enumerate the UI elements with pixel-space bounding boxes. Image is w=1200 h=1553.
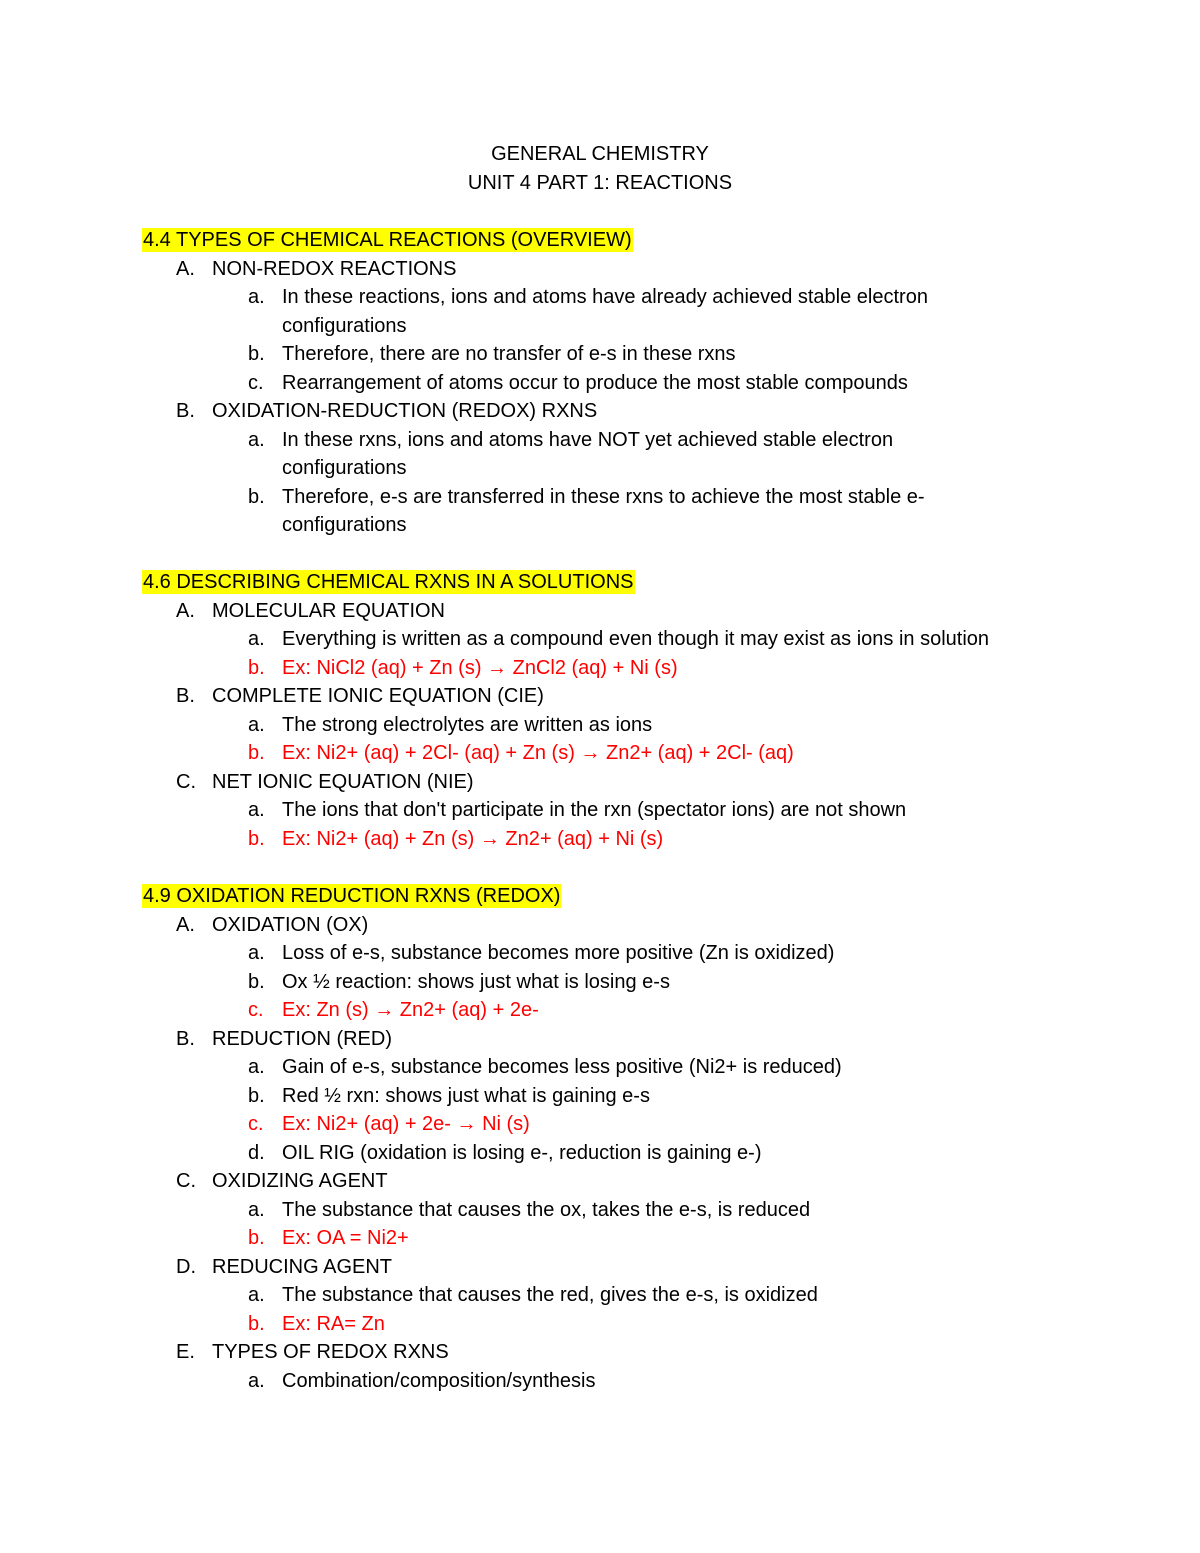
subitem-text: Ex: OA = Ni2+	[282, 1227, 409, 1249]
item-label: REDUCING AGENT	[212, 1255, 393, 1278]
subitem-text: Ex: Ni2+ (aq) + 2e- → Ni (s)	[282, 1113, 530, 1135]
subitem-text: Ex: Zn (s) → Zn2+ (aq) + 2e-	[282, 999, 539, 1021]
subitem-text: Therefore, e-s are transferred in these rxns to achieve the most stable e-	[282, 485, 925, 508]
item-label: TYPES OF REDOX RXNS	[212, 1341, 449, 1363]
section-heading-text: 4.9 OXIDATION REDUCTION RXNS (REDOX)	[143, 885, 561, 907]
subitem-marker: a.	[248, 1056, 265, 1078]
subitem-text: Ex: NiCl2 (aq) + Zn (s) → ZnCl2 (aq) + Ni (s)	[282, 656, 678, 679]
subitem-marker: a.	[248, 286, 265, 308]
subitem-marker: a.	[248, 628, 265, 650]
item-label: OXIDATION (OX)	[212, 913, 369, 936]
subitem-marker: b.	[248, 827, 265, 850]
subitem-text: Ox ½ reaction: shows just what is losing e-s	[282, 970, 670, 993]
subitem-text: Red ½ rxn: shows just what is gaining e-s	[282, 1084, 650, 1107]
subitem-text: In these reactions, ions and atoms have already achieved stable electron	[282, 286, 928, 308]
subitem-text: Everything is written as a compound even though it may exist as ions in solution	[282, 628, 990, 650]
item-marker: A.	[176, 599, 195, 622]
item-marker: D.	[176, 1255, 196, 1278]
subitem-text: OIL RIG (oxidation is losing e-, reduction is gaining e-)	[282, 1141, 762, 1164]
item-label: MOLECULAR EQUATION	[212, 599, 445, 622]
subitem-text: Gain of e-s, substance becomes less positive (Ni2+ is reduced)	[282, 1056, 842, 1078]
subitem-text: Rearrangement of atoms occur to produce the most stable compounds	[282, 371, 908, 394]
subitem-marker: b.	[248, 1227, 265, 1249]
subitem-text: The substance that causes the red, gives the e-s, is oxidized	[282, 1284, 818, 1306]
subitem-text: Therefore, there are no transfer of e-s in these rxns	[282, 343, 736, 365]
subitem-text: The substance that causes the ox, takes the e-s, is reduced	[282, 1198, 811, 1221]
subitem-marker: a.	[248, 942, 265, 964]
subitem-marker: a.	[248, 799, 265, 821]
subitem-marker: b.	[248, 485, 265, 508]
subitem-text: In these rxns, ions and atoms have NOT yet achieved stable electron	[282, 428, 894, 451]
item-marker: B.	[176, 685, 195, 707]
subitem-marker: b.	[248, 970, 265, 993]
subitem-marker: a.	[248, 1284, 265, 1306]
subitem-text: Loss of e-s, substance becomes more positive (Zn is oxidized)	[282, 942, 835, 964]
item-label: COMPLETE IONIC EQUATION (CIE)	[212, 685, 544, 707]
item-marker: C.	[176, 770, 196, 793]
item-label: NON-REDOX REACTIONS	[212, 257, 457, 280]
subitem-marker: b.	[248, 1312, 265, 1335]
item-label: REDUCTION (RED)	[212, 1027, 392, 1050]
subitem-marker: b.	[248, 656, 265, 679]
subitem-marker: b.	[248, 742, 265, 764]
subitem-text: configurations	[282, 457, 407, 479]
subitem-marker: b.	[248, 1084, 265, 1107]
subitem-marker: a.	[248, 428, 265, 451]
subitem-text: The strong electrolytes are written as ions	[282, 713, 653, 736]
item-label: NET IONIC EQUATION (NIE)	[212, 770, 474, 793]
section-heading-text: 4.4 TYPES OF CHEMICAL REACTIONS (OVERVIEW)	[143, 229, 632, 251]
subitem-marker: c.	[248, 999, 264, 1021]
subitem-text: Ex: Ni2+ (aq) + Zn (s) → Zn2+ (aq) + Ni (s)	[282, 827, 664, 850]
subitem-marker: a.	[248, 1369, 265, 1392]
section-heading	[142, 882, 561, 911]
subitem-text: The ions that don't participate in the rxn (spectator ions) are not shown	[282, 799, 907, 821]
subitem-text: Ex: RA= Zn	[282, 1312, 385, 1335]
section-heading-text: 4.6 DESCRIBING CHEMICAL RXNS IN A SOLUTIONS	[143, 571, 634, 593]
item-label: OXIDIZING AGENT	[212, 1170, 388, 1192]
subitem-text: configurations	[282, 514, 407, 536]
subitem-text: Ex: Ni2+ (aq) + 2Cl- (aq) + Zn (s) → Zn2+ (aq) + 2Cl- (aq)	[282, 742, 794, 764]
item-marker: A.	[176, 257, 195, 280]
subitem-marker: a.	[248, 713, 265, 736]
item-marker: C.	[176, 1170, 196, 1192]
subitem-text: configurations	[282, 314, 407, 337]
subitem-text: Combination/composition/synthesis	[282, 1369, 596, 1392]
item-marker: A.	[176, 913, 195, 936]
item-label: OXIDATION-REDUCTION (REDOX) RXNS	[212, 400, 598, 422]
section-heading	[142, 568, 635, 597]
item-marker: E.	[176, 1341, 195, 1363]
title-line-1: GENERAL CHEMISTRY	[491, 143, 709, 165]
subitem-marker: a.	[248, 1198, 265, 1221]
subitem-marker: d.	[248, 1141, 265, 1164]
subitem-marker: b.	[248, 343, 265, 365]
section-heading	[142, 226, 633, 255]
document-title	[0, 140, 1200, 197]
item-marker: B.	[176, 1027, 195, 1050]
subitem-marker: c.	[248, 371, 264, 394]
subitem-marker: c.	[248, 1113, 264, 1135]
title-line-2: UNIT 4 PART 1: REACTIONS	[467, 171, 733, 194]
item-marker: B.	[176, 400, 195, 422]
